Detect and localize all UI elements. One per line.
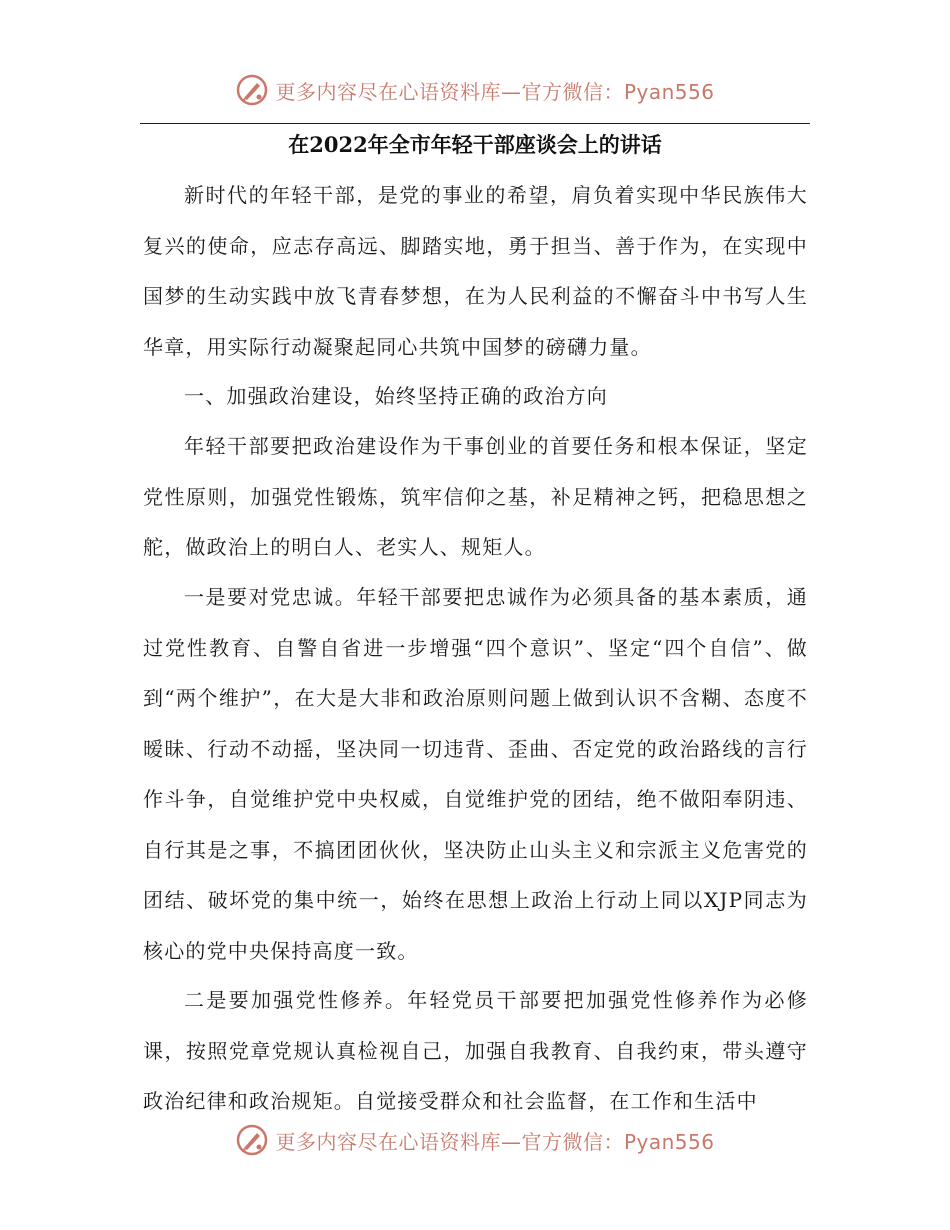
footer-watermark-banner (0, 1120, 950, 1160)
header-watermark-banner (0, 70, 950, 110)
pen-circle-logo-icon (235, 1123, 269, 1157)
paragraph-loyalty: 一是要对党忠诚。年轻干部要把忠诚作为必须具备的基本素质，通过党性教育、自警自省进一步增强“四个意识”、坚定“四个自信”、做到“两个维护”，在大是大非和政治原则问题上做到认识不含糊、态度不暧昧、行动不动摇，坚决同一切违背、歪曲、否定党的政治路线的言行作斗争，自觉维护党中央权威，自觉维护党的团结，绝不做阳奉阴违、自行其是之事，不搞团团伙伙，坚决防止山头主义和宗派主义危害党的团结、破坏党的集中统一，始终在思想上政治上行动上同以XJP同志为核心的党中央保持高度一致。 (143, 585, 808, 963)
paragraph-political-building: 年轻干部要把政治建设作为干事创业的首要任务和根本保证，坚定党性原则，加强党性锻炼，筑牢信仰之基，补足精神之钙，把稳思想之舵，做政治上的明白人、老实人、规矩人。 (143, 434, 808, 559)
watermark-text: 更多内容尽在心语资料库—官方微信：Pyan556 (275, 79, 715, 104)
pen-circle-logo-icon (235, 73, 269, 107)
header-divider (140, 123, 810, 124)
paragraph-party-spirit: 二是要加强党性修养。年轻党员干部要把加强党性修养作为必修课，按照党章党规认真检视自己，加强自我教育、自我约束，带头遵守政治纪律和政治规矩。自觉接受群众和社会监督，在工作和生活中 (143, 988, 808, 1113)
document-title: 在2022年全市年轻干部座谈会上的讲话 (288, 132, 662, 157)
section-heading-1: 一、加强政治建设，始终坚持正确的政治方向 (184, 384, 608, 408)
watermark-text: 更多内容尽在心语资料库—官方微信：Pyan556 (275, 1129, 715, 1154)
paragraph-intro: 新时代的年轻干部，是党的事业的希望，肩负着实现中华民族伟大复兴的使命，应志存高远、脚踏实地，勇于担当、善于作为，在实现中国梦的生动实践中放飞青春梦想，在为人民利益的不懈奋斗中书写人生华章，用实际行动凝聚起同心共筑中国梦的磅礴力量。 (143, 183, 808, 359)
